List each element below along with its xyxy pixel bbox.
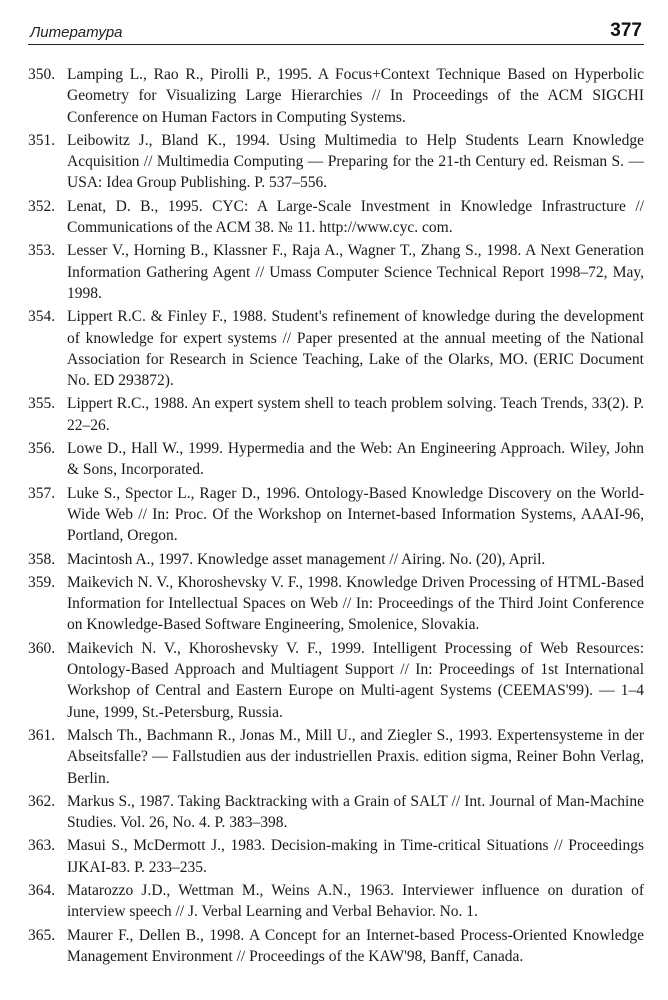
reference-item	[28, 64, 644, 128]
reference-text: Lesser V., Horning B., Klassner F., Raja A., Wagner T., Zhang S., 1998. A Next Generation Information Gathering Agent // Umass Computer Science Technical Report 1998–72, May, 1998.	[67, 242, 644, 302]
reference-number: 363.	[28, 837, 56, 855]
reference-text: Malsch Th., Bachmann R., Jonas M., Mill U., and Ziegler S., 1993. Expertensysteme in der Abseitsfalle? — Fallstudien aus der industriellen Praxis. edition sigma, Reiner Bohn Verlag, Berlin.	[67, 726, 644, 787]
reference-number: 365.	[28, 926, 56, 944]
reference-text: Lamping L., Rao R., Pirolli P., 1995. A Focus+Context Technique Based on Hyperbolic Geometry for Visualizing Large Hierarchies // In Proceedings of the ACM SIGCHI Conference on Human Factors in Computing Systems.	[67, 66, 644, 126]
reference-number: 362.	[28, 792, 56, 810]
reference-number: 355.	[28, 395, 56, 413]
reference-number: 361.	[28, 726, 56, 744]
reference-text: Matarozzo J.D., Wettman M., Weins A.N., 1963. Interviewer influence on duration of interview speech // J. Verbal Learning and Verbal Behavior. No. 1.	[67, 881, 644, 921]
reference-text: Lippert R.C. & Finley F., 1988. Student's refinement of knowledge during the development of knowledge for expert systems // Paper presented at the annual meeting of the National Association for Research in Science Teaching, Lake of the Olarks, MO. (ERIC Document No. ED 293872).	[67, 308, 644, 390]
reference-item	[28, 483, 644, 547]
reference-text: Maikevich N. V., Khoroshevsky V. F., 1999. Intelligent Processing of Web Resources: Ontology-Based Approach and Multiagent Support // In: Proceedings of 1st International Workshop of Central and Eastern Europe on Multi-agent Systems (CEEMAS'99). — 1–4 June, 1999, St.-Petersburg, Russia.	[67, 639, 644, 721]
reference-number: 356.	[28, 440, 56, 458]
reference-item	[28, 549, 644, 570]
reference-item	[28, 130, 644, 194]
reference-item	[28, 240, 644, 304]
reference-text: Lenat, D. B., 1995. CYC: A Large-Scale Investment in Knowledge Infrastructure // Communications of the ACM 38. № 11. http://www.cyc. com.	[67, 197, 644, 237]
reference-item	[28, 572, 644, 636]
reference-text: Lowe D., Hall W., 1999. Hypermedia and the Web: An Engineering Approach. Wiley, John & Sons, Incorporated.	[67, 440, 644, 479]
reference-item	[28, 725, 644, 789]
reference-text: Markus S., 1987. Taking Backtracking with a Grain of SALT // Int. Journal of Man-Machine Studies. Vol. 26, No. 4. P. 383–398.	[67, 792, 644, 832]
reference-number: 358.	[28, 550, 56, 568]
reference-item	[28, 880, 644, 923]
reference-number: 353.	[28, 242, 56, 260]
reference-item	[28, 196, 644, 239]
page-header	[28, 16, 644, 45]
reference-item	[28, 438, 644, 481]
running-title: Литература	[30, 24, 123, 41]
reference-text: Maurer F., Dellen B., 1998. A Concept for an Internet-based Process-Oriented Knowledge Management Environment // Proceedings of the KAW'98, Banff, Canada.	[67, 926, 644, 965]
reference-item	[28, 393, 644, 436]
reference-text: Luke S., Spector L., Rager D., 1996. Ontology-Based Knowledge Discovery on the World-Wide Web // In: Proc. Of the Workshop on Internet-based Information Systems, AAAI-96, Portland, Oregon.	[67, 484, 644, 545]
reference-item	[28, 791, 644, 834]
reference-item	[28, 835, 644, 878]
reference-number: 359.	[28, 573, 56, 591]
reference-number: 357.	[28, 484, 56, 502]
reference-number: 350.	[28, 66, 56, 83]
reference-item	[28, 638, 644, 723]
reference-number: 354.	[28, 308, 56, 326]
reference-item	[28, 306, 644, 391]
reference-number: 352.	[28, 197, 56, 215]
reference-item	[28, 925, 644, 968]
page-number: 377	[610, 20, 642, 41]
reference-text: Macintosh A., 1997. Knowledge asset management // Airing. No. (20), April.	[67, 550, 546, 568]
reference-number: 351.	[28, 131, 56, 149]
reference-text: Leibowitz J., Bland K., 1994. Using Multimedia to Help Students Learn Knowledge Acquisition // Multimedia Computing — Preparing for the 21-th Century ed. Reisman S. — USA: Idea Group Publishing. P. 537–556.	[67, 131, 644, 192]
reference-number: 360.	[28, 639, 56, 657]
reference-number: 364.	[28, 881, 56, 899]
reference-list	[28, 64, 644, 969]
reference-text: Maikevich N. V., Khoroshevsky V. F., 1998. Knowledge Driven Processing of HTML-Based Information for Intellectual Spaces on Web // In: Proceedings of the Third Joint Conference on Knowledge-Based Software Engineering, Smolenice, Slovakia.	[67, 573, 644, 634]
reference-text: Lippert R.C., 1988. An expert system shell to teach problem solving. Teach Trends, 33(2). P. 22–26.	[67, 395, 644, 434]
reference-text: Masui S., McDermott J., 1983. Decision-making in Time-critical Situations // Proceedings IJKAI-83. P. 233–235.	[67, 837, 644, 876]
